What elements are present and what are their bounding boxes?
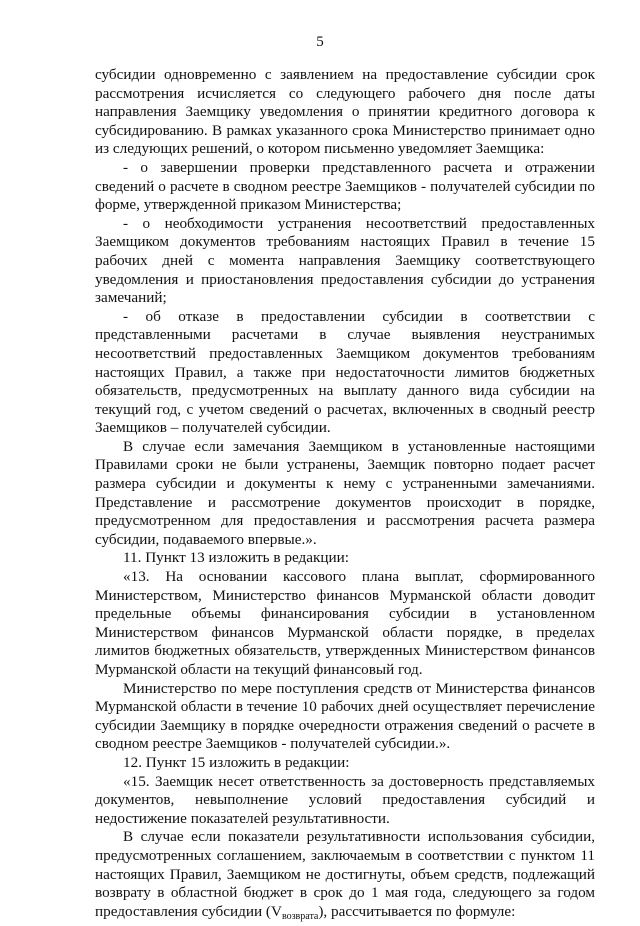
list-item: - об отказе в предоставлении субсидии в соответствии с представленными расчетами в случае выявления неустранимых несоответствий предоставленных Заемщиком документов требованиям настоящих Правил, а также при недостаточности лимитов бюджетных обязательств, предусмотренных на выплату данного вида субсидии на текущий год, с учетом сведений о расчетах, включенных в сводный реестр Заемщиков – получателей субсидии.	[95, 307, 595, 437]
paragraph: «13. На основании кассового плана выплат, сформированного Министерством, Министерство финансов Мурманской области доводит предельные объемы финансирования субсидии в установленном Министерством финансов Мурманской области порядке, в пределах лимитов бюджетных обязательств, утвержденных Министерством финансов Мурманской области на текущий финансовый год.	[95, 568, 595, 678]
document-body	[95, 66, 595, 926]
subscript: возврата	[281, 910, 319, 922]
section-heading: 11. Пункт 13 изложить в редакции:	[123, 549, 349, 567]
paragraph	[95, 828, 595, 926]
paragraph: В случае если замечания Заемщиком в установленные настоящими Правилами сроки не были устранены, Заемщик повторно подает расчет размера субсидии и документы к нему с устраненными замечаниями. Представление и рассмотрение документов происходит в порядке, предусмотренном для предоставления и рассмотрения расчета размера субсидии, подаваемого впервые.».	[95, 437, 595, 548]
page-number: 5	[316, 34, 324, 50]
list-item: - о завершении проверки представленного расчета и отражении сведений о расчете в сводном реестре Заемщиков - получателей субсидии по форме, утвержденной приказом Министерства;	[95, 158, 595, 214]
paragraph-text: В случае если показатели результативности использования субсидии, предусмотренных соглашением, заключаемым в соответствии с пунктом 11 настоящих Правил, Заемщиком не достигнуты, объем средств, подлежащий возврату в областной бюджет в срок до 1 мая года, следующего за годом предоставления субсидии (V	[95, 828, 595, 920]
paragraph-text-end: ), рассчитывается по формуле:	[318, 902, 516, 920]
list-item: - о необходимости устранения несоответствий предоставленных Заемщиком документов требованиям настоящих Правил в течение 15 рабочих дней с момента направления Заемщику соответствующего уведомления и приостановления предоставления субсидии до устранения замечаний;	[95, 214, 595, 307]
section-heading: 12. Пункт 15 изложить в редакции:	[123, 753, 350, 771]
paragraph: субсидии одновременно с заявлением на предоставление субсидии срок рассмотрения исчисляется со следующего рабочего дня после даты направления Заемщику уведомления о принятии кредитного договора к субсидированию. В рамках указанного срока Министерство принимает одно из следующих решений, о котором письменно уведомляет Заемщика:	[95, 66, 595, 158]
paragraph: Министерство по мере поступления средств от Министерства финансов Мурманской области в течение 10 рабочих дней осуществляет перечисление субсидии Заемщику в порядке очередности отражения сведений о расчете в сводном реестре Заемщиков - получателей субсидии.».	[95, 679, 595, 753]
paragraph: «15. Заемщик несет ответственность за достоверность представляемых документов, невыполнение условий предоставления субсидий и недостижение показателей результативности.	[95, 772, 595, 827]
